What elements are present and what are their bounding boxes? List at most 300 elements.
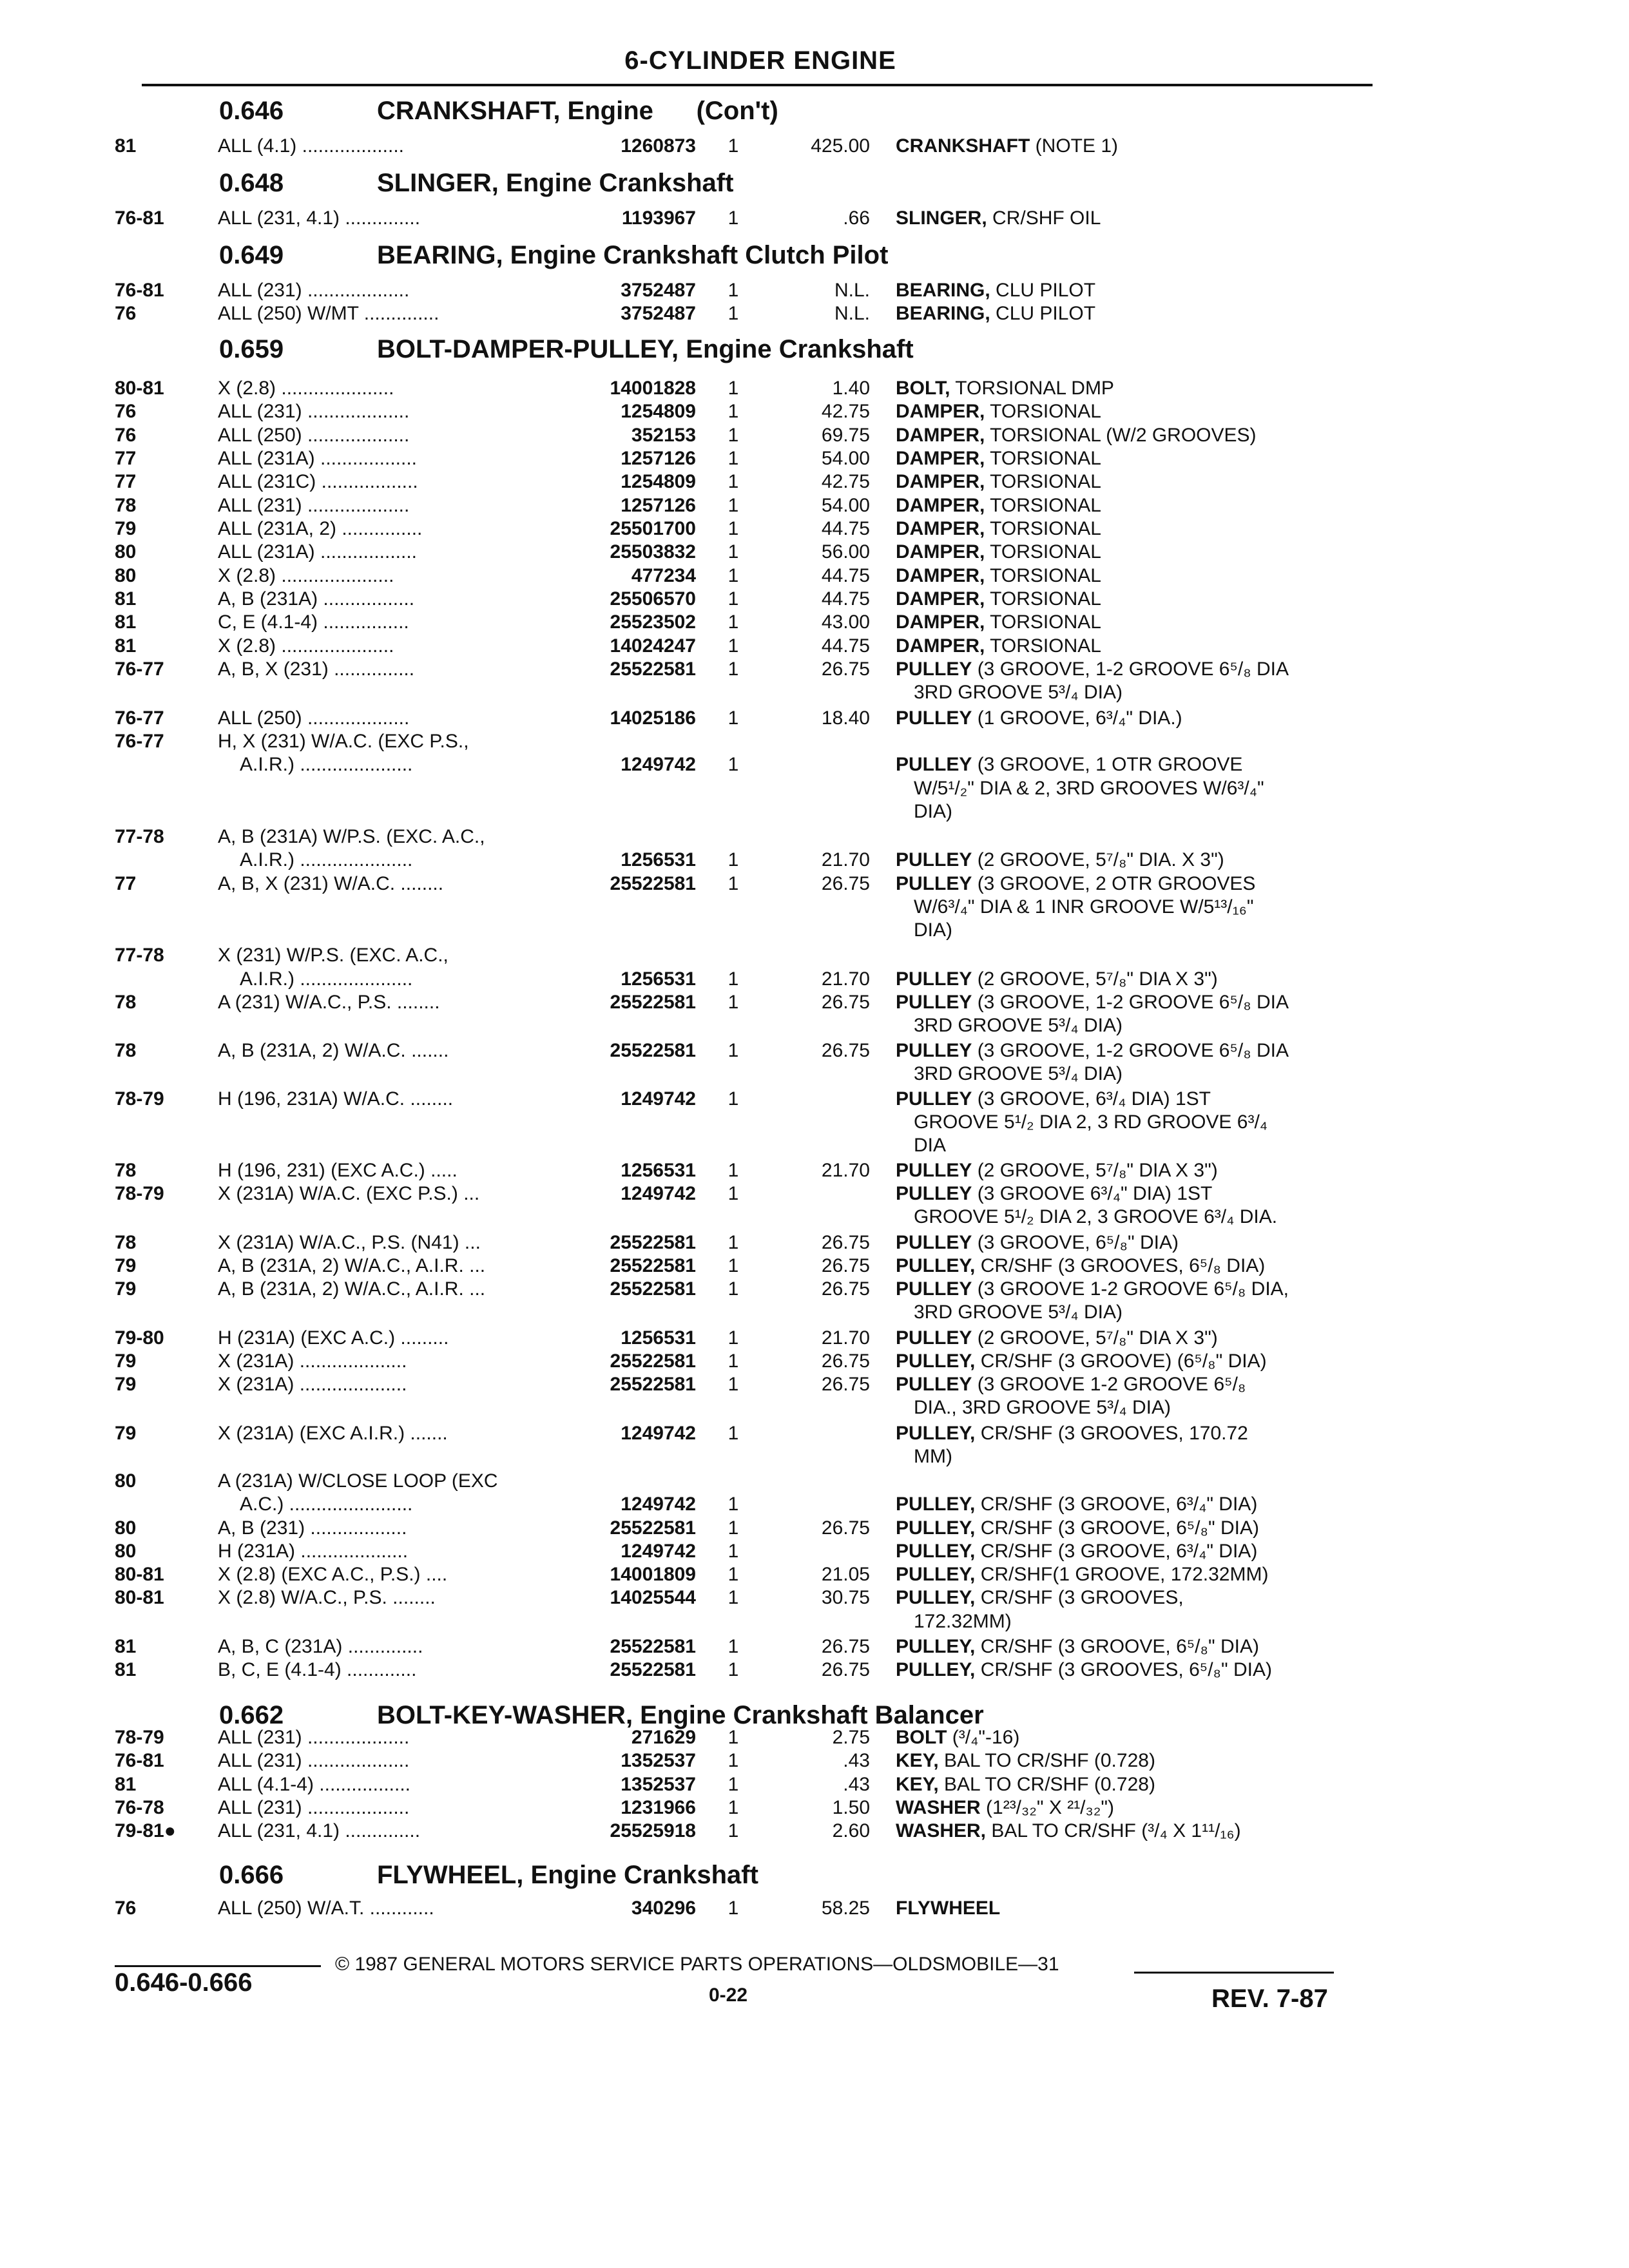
price: .66 (843, 207, 870, 229)
model-years: 78 (115, 1232, 137, 1253)
table-row (0, 611, 1629, 636)
part-number: 25525918 (610, 1820, 696, 1841)
table-row (0, 378, 1629, 402)
part-number: 1256531 (621, 968, 696, 990)
quantity: 1 (728, 1040, 739, 1061)
description: DAMPER, TORSIONAL (896, 401, 1101, 422)
application: A, B (231A, 2) W/A.C., A.I.R. ... (218, 1255, 486, 1276)
model-years: 78-79 (115, 1088, 164, 1110)
table-row (0, 1659, 1629, 1684)
description: DAMPER, TORSIONAL (896, 635, 1101, 657)
part-number: 1249742 (621, 1088, 696, 1110)
price: 26.75 (821, 1659, 870, 1680)
section-title: FLYWHEEL, Engine Crankshaft (377, 1861, 758, 1889)
part-number: 25522581 (610, 1278, 696, 1300)
application: ALL (231) ................... (218, 1727, 410, 1748)
model-years: 76-81 (115, 1750, 164, 1771)
section-title: CRANKSHAFT, Engine (Con't) (377, 97, 778, 125)
application: ALL (250) W/A.T. ............ (218, 1898, 434, 1919)
part-number: 1231966 (621, 1797, 696, 1818)
model-years: 78 (115, 992, 137, 1013)
part-number: 25522581 (610, 1040, 696, 1061)
description: DIA) (914, 919, 952, 941)
application: X (231) W/P.S. (EXC. A.C., (218, 945, 448, 966)
quantity: 1 (728, 849, 739, 870)
table-row (0, 207, 1629, 232)
part-number: 1256531 (621, 1160, 696, 1181)
description: PULLEY, CR/SHF (3 GROOVE) (6⁵/₈" DIA) (896, 1350, 1267, 1372)
table-row (0, 1350, 1629, 1375)
application: B, C, E (4.1-4) ............. (218, 1659, 417, 1680)
price: 56.00 (821, 541, 870, 562)
description: PULLEY, CR/SHF(1 GROOVE, 172.32MM) (896, 1564, 1269, 1585)
table-row (0, 1111, 1629, 1136)
quantity: 1 (728, 968, 739, 990)
part-number: 14024247 (610, 635, 696, 657)
table-row (0, 658, 1629, 683)
table-row (0, 588, 1629, 613)
table-row (0, 992, 1629, 1016)
part-number: 1249742 (621, 1494, 696, 1515)
table-row (0, 303, 1629, 327)
part-number: 271629 (631, 1727, 696, 1748)
table-row (0, 448, 1629, 472)
part-number: 1254809 (621, 401, 696, 422)
application: A (231A) W/CLOSE LOOP (EXC (218, 1470, 498, 1492)
model-years: 80-81 (115, 1564, 164, 1585)
quantity: 1 (728, 1541, 739, 1562)
quantity: 1 (728, 707, 739, 729)
page-title: 6-CYLINDER ENGINE (624, 46, 896, 75)
application: X (2.8) W/A.C., P.S. ........ (218, 1587, 436, 1608)
price: 26.75 (821, 1232, 870, 1253)
price: 26.75 (821, 1040, 870, 1061)
model-years: 77-78 (115, 945, 164, 966)
quantity: 1 (728, 1255, 739, 1276)
part-number: 25522581 (610, 1636, 696, 1657)
table-row (0, 1494, 1629, 1518)
price: 44.75 (821, 565, 870, 586)
description: KEY, BAL TO CR/SHF (0.728) (896, 1774, 1155, 1795)
quantity: 1 (728, 611, 739, 633)
quantity: 1 (728, 588, 739, 610)
application: ALL (250) ................... (218, 707, 410, 729)
description: PULLEY (2 GROOVE, 5⁷/₈" DIA X 3") (896, 968, 1218, 990)
part-number: 14025544 (610, 1587, 696, 1608)
price: 21.70 (821, 1327, 870, 1349)
table-row (0, 896, 1629, 921)
description: BEARING, CLU PILOT (896, 303, 1096, 324)
table-row (0, 401, 1629, 425)
application: H (231A) (EXC A.C.) ......... (218, 1327, 449, 1349)
application: ALL (250) ................... (218, 425, 410, 446)
description: BOLT, TORSIONAL DMP (896, 378, 1114, 399)
quantity: 1 (728, 1160, 739, 1181)
application: ALL (231) ................... (218, 401, 410, 422)
application: A, B (231A, 2) W/A.C. ....... (218, 1040, 449, 1061)
application: ALL (4.1) ................... (218, 135, 404, 157)
description: 172.32MM) (914, 1611, 1012, 1632)
table-row (0, 1088, 1629, 1113)
table-row (0, 280, 1629, 304)
price: 30.75 (821, 1587, 870, 1608)
application: A.C.) ....................... (240, 1494, 413, 1515)
price: 26.75 (821, 1255, 870, 1276)
part-number: 1260873 (621, 135, 696, 157)
description: PULLEY (2 GROOVE, 5⁷/₈" DIA. X 3") (896, 849, 1224, 870)
price: 1.50 (832, 1797, 870, 1818)
application: A (231) W/A.C., P.S. ........ (218, 992, 440, 1013)
table-row (0, 1206, 1629, 1231)
application: ALL (231A) .................. (218, 541, 418, 562)
table-row (0, 1374, 1629, 1398)
application: X (231A) W/A.C., P.S. (N41) ... (218, 1232, 481, 1253)
price: 26.75 (821, 1374, 870, 1395)
model-years: 76-81 (115, 207, 164, 229)
application: H (196, 231) (EXC A.C.) ..... (218, 1160, 458, 1181)
part-number: 25522581 (610, 1232, 696, 1253)
description: DAMPER, TORSIONAL (896, 495, 1101, 516)
description: PULLEY, CR/SHF (3 GROOVE, 6³/₄" DIA) (896, 1494, 1258, 1515)
description: BEARING, CLU PILOT (896, 280, 1096, 301)
part-number: 1352537 (621, 1774, 696, 1795)
application: X (231A) .................... (218, 1374, 407, 1395)
quantity: 1 (728, 378, 739, 399)
quantity: 1 (728, 1350, 739, 1372)
application: A, B (231A, 2) W/A.C., A.I.R. ... (218, 1278, 486, 1300)
part-number: 1249742 (621, 1541, 696, 1562)
description: PULLEY (3 GROOVE, 1-2 GROOVE 6⁵/₈ DIA (896, 1040, 1289, 1061)
model-years: 80 (115, 1541, 137, 1562)
table-row (0, 1397, 1629, 1421)
quantity: 1 (728, 1774, 739, 1795)
quantity: 1 (728, 1797, 739, 1818)
description: DAMPER, TORSIONAL (896, 541, 1101, 562)
price: 43.00 (821, 611, 870, 633)
quantity: 1 (728, 1327, 739, 1349)
footer-rule-left (115, 1965, 321, 1967)
table-row (0, 1278, 1629, 1303)
model-years: 76-77 (115, 707, 164, 729)
application: ALL (231) ................... (218, 495, 410, 516)
price: 42.75 (821, 401, 870, 422)
model-years: 79-80 (115, 1327, 164, 1349)
description: DIA) (914, 801, 952, 822)
price: 26.75 (821, 1636, 870, 1657)
quantity: 1 (728, 1517, 739, 1539)
model-years: 81 (115, 1636, 137, 1657)
price: 26.75 (821, 1350, 870, 1372)
price: 26.75 (821, 1517, 870, 1539)
quantity: 1 (728, 518, 739, 539)
description: GROOVE 5¹/₂ DIA 2, 3 GROOVE 6³/₄ DIA. (914, 1206, 1278, 1227)
price: 54.00 (821, 495, 870, 516)
description: PULLEY (3 GROOVE, 1-2 GROOVE 6⁵/₈ DIA (896, 992, 1289, 1013)
description: DAMPER, TORSIONAL (W/2 GROOVES) (896, 425, 1257, 446)
application: ALL (4.1-4) ................. (218, 1774, 410, 1795)
part-number: 25506570 (610, 588, 696, 610)
application: ALL (231) ................... (218, 280, 410, 301)
table-row (0, 1183, 1629, 1207)
copyright-text: © 1987 GENERAL MOTORS SERVICE PARTS OPERATIONS—OLDSMOBILE—31 (335, 1954, 1059, 1975)
model-years: 78 (115, 1160, 137, 1181)
quantity: 1 (728, 635, 739, 657)
application: X (2.8) ..................... (218, 565, 394, 586)
price: N.L. (834, 280, 870, 301)
table-row (0, 945, 1629, 969)
application: A, B, X (231) W/A.C. ........ (218, 873, 444, 894)
price: 21.70 (821, 968, 870, 990)
quantity: 1 (728, 1494, 739, 1515)
quantity: 1 (728, 658, 739, 680)
table-row (0, 135, 1629, 160)
application: A, B (231A) ................. (218, 588, 415, 610)
description: BOLT (³/₄"-16) (896, 1727, 1020, 1748)
application: A.I.R.) ..................... (240, 849, 413, 870)
part-number: 340296 (631, 1898, 696, 1919)
description: PULLEY (3 GROOVE, 2 OTR GROOVES (896, 873, 1256, 894)
model-years: 81 (115, 611, 137, 633)
part-number: 477234 (631, 565, 696, 586)
quantity: 1 (728, 992, 739, 1013)
model-years: 78 (115, 1040, 137, 1061)
quantity: 1 (728, 495, 739, 516)
table-row (0, 1160, 1629, 1184)
application: X (231A) (EXC A.I.R.) ....... (218, 1423, 448, 1444)
part-number: 1256531 (621, 1327, 696, 1349)
part-number: 1249742 (621, 1183, 696, 1204)
table-row (0, 826, 1629, 850)
table-row (0, 1774, 1629, 1798)
part-number: 14001809 (610, 1564, 696, 1585)
section-number: 0.659 (219, 335, 284, 363)
price: 425.00 (811, 135, 870, 157)
model-years: 76-78 (115, 1797, 164, 1818)
table-row (0, 1541, 1629, 1565)
table-row (0, 968, 1629, 993)
application: A, B (231) .................. (218, 1517, 407, 1539)
model-years: 76-77 (115, 658, 164, 680)
table-row (0, 1517, 1629, 1542)
part-number: 1193967 (621, 207, 696, 229)
model-years: 77 (115, 471, 137, 492)
model-years: 76-77 (115, 731, 164, 752)
part-number: 25522581 (610, 1350, 696, 1372)
part-number: 25523502 (610, 611, 696, 633)
price: N.L. (834, 303, 870, 324)
quantity: 1 (728, 1183, 739, 1204)
description: 3RD GROOVE 5³/₄ DIA) (914, 1063, 1123, 1084)
quantity: 1 (728, 303, 739, 324)
description: PULLEY, CR/SHF (3 GROOVE, 6⁵/₈" DIA) (896, 1636, 1259, 1657)
quantity: 1 (728, 280, 739, 301)
quantity: 1 (728, 207, 739, 229)
model-years: 79-81● (115, 1820, 176, 1841)
quantity: 1 (728, 1727, 739, 1748)
price: .43 (843, 1774, 870, 1795)
application: A.I.R.) ..................... (240, 968, 413, 990)
price: 26.75 (821, 873, 870, 894)
application: C, E (4.1-4) ................ (218, 611, 409, 633)
part-number: 25522581 (610, 873, 696, 894)
application: ALL (231A) .................. (218, 448, 418, 469)
part-number: 25522581 (610, 1255, 696, 1276)
description: DAMPER, TORSIONAL (896, 448, 1101, 469)
model-years: 76-81 (115, 280, 164, 301)
table-row (0, 707, 1629, 732)
part-number: 25522581 (610, 992, 696, 1013)
section-range-code: 0.646-0.666 (115, 1968, 253, 1997)
quantity: 1 (728, 873, 739, 894)
description: DIA., 3RD GROOVE 5³/₄ DIA) (914, 1397, 1171, 1418)
quantity: 1 (728, 1423, 739, 1444)
table-row (0, 1255, 1629, 1280)
description: DAMPER, TORSIONAL (896, 518, 1101, 539)
part-number: 25522581 (610, 658, 696, 680)
description: PULLEY (3 GROOVE, 1-2 GROOVE 6⁵/₈ DIA (896, 658, 1289, 680)
table-row (0, 541, 1629, 566)
table-row (0, 1587, 1629, 1611)
model-years: 79 (115, 1278, 137, 1300)
quantity: 1 (728, 471, 739, 492)
description: PULLEY, CR/SHF (3 GROOVE, 6⁵/₈" DIA) (896, 1517, 1259, 1539)
description: W/5¹/₂" DIA & 2, 3RD GROOVES W/6³/₄" (914, 778, 1264, 799)
model-years: 79 (115, 518, 137, 539)
revision-label: REV. 7-87 (1211, 1984, 1328, 2013)
quantity: 1 (728, 1564, 739, 1585)
application: ALL (231) ................... (218, 1797, 410, 1818)
price: 58.25 (821, 1898, 870, 1919)
quantity: 1 (728, 1636, 739, 1657)
table-row (0, 471, 1629, 495)
part-number: 1254809 (621, 471, 696, 492)
table-row (0, 1636, 1629, 1660)
table-row (0, 754, 1629, 778)
application: ALL (231, 4.1) .............. (218, 1820, 421, 1841)
application: ALL (231, 4.1) .............. (218, 207, 421, 229)
quantity: 1 (728, 1232, 739, 1253)
part-number: 14001828 (610, 378, 696, 399)
description: PULLEY, CR/SHF (3 GROOVES, (896, 1587, 1184, 1608)
table-row (0, 635, 1629, 660)
model-years: 76 (115, 401, 137, 422)
model-years: 80-81 (115, 1587, 164, 1608)
model-years: 81 (115, 588, 137, 610)
model-years: 80 (115, 1470, 137, 1492)
table-row (0, 778, 1629, 802)
table-row (0, 1611, 1629, 1635)
part-number: 1352537 (621, 1750, 696, 1771)
table-row (0, 1797, 1629, 1821)
price: 54.00 (821, 448, 870, 469)
header-rule (142, 84, 1373, 86)
table-row (0, 1446, 1629, 1470)
model-years: 79 (115, 1350, 137, 1372)
quantity: 1 (728, 1659, 739, 1680)
price: 69.75 (821, 425, 870, 446)
application: ALL (231) ................... (218, 1750, 410, 1771)
section-title: BOLT-KEY-WASHER, Engine Crankshaft Balancer (377, 1701, 984, 1729)
quantity: 1 (728, 565, 739, 586)
part-number: 1256531 (621, 849, 696, 870)
description: DIA (914, 1135, 947, 1156)
part-number: 25501700 (610, 518, 696, 539)
table-row (0, 1302, 1629, 1326)
part-number: 25522581 (610, 1517, 696, 1539)
description: PULLEY (3 GROOVE, 1 OTR GROOVE (896, 754, 1243, 775)
quantity: 1 (728, 754, 739, 775)
table-row (0, 801, 1629, 825)
table-row (0, 425, 1629, 449)
table-row (0, 849, 1629, 874)
price: 26.75 (821, 992, 870, 1013)
description: PULLEY (2 GROOVE, 5⁷/₈" DIA X 3") (896, 1327, 1218, 1349)
table-row (0, 1040, 1629, 1064)
description: 3RD GROOVE 5³/₄ DIA) (914, 1015, 1123, 1036)
model-years: 76 (115, 303, 137, 324)
price: 21.05 (821, 1564, 870, 1585)
quantity: 1 (728, 448, 739, 469)
part-number: 14025186 (610, 707, 696, 729)
table-row (0, 1232, 1629, 1256)
price: 42.75 (821, 471, 870, 492)
description: PULLEY (3 GROOVE 1-2 GROOVE 6⁵/₈ DIA, (896, 1278, 1289, 1300)
table-row (0, 1820, 1629, 1845)
table-row (0, 1470, 1629, 1495)
price: 26.75 (821, 1278, 870, 1300)
application: ALL (231A, 2) ............... (218, 518, 423, 539)
table-row (0, 1750, 1629, 1774)
table-row (0, 1135, 1629, 1159)
description: GROOVE 5¹/₂ DIA 2, 3 RD GROOVE 6³/₄ (914, 1111, 1268, 1133)
section-number: 0.646 (219, 97, 284, 125)
table-row (0, 1327, 1629, 1352)
price: 21.70 (821, 849, 870, 870)
description: PULLEY, CR/SHF (3 GROOVE, 6³/₄" DIA) (896, 1541, 1258, 1562)
description: PULLEY (3 GROOVE 1-2 GROOVE 6⁵/₈ (896, 1374, 1246, 1395)
section-number: 0.662 (219, 1701, 284, 1729)
model-years: 79 (115, 1374, 137, 1395)
application: H, X (231) W/A.C. (EXC P.S., (218, 731, 469, 752)
description: PULLEY (3 GROOVE 6³/₄" DIA) 1ST (896, 1183, 1213, 1204)
quantity: 1 (728, 1820, 739, 1841)
price: 44.75 (821, 588, 870, 610)
quantity: 1 (728, 425, 739, 446)
section-title: BEARING, Engine Crankshaft Clutch Pilot (377, 241, 889, 269)
model-years: 79 (115, 1255, 137, 1276)
application: X (231A) .................... (218, 1350, 407, 1372)
description: 3RD GROOVE 5³/₄ DIA) (914, 682, 1123, 703)
table-row (0, 1898, 1629, 1922)
part-number: 1257126 (621, 495, 696, 516)
table-row (0, 1015, 1629, 1039)
description: DAMPER, TORSIONAL (896, 471, 1101, 492)
model-years: 81 (115, 1659, 137, 1680)
description: KEY, BAL TO CR/SHF (0.728) (896, 1750, 1155, 1771)
description: PULLEY, CR/SHF (3 GROOVES, 6⁵/₈ DIA) (896, 1255, 1266, 1276)
part-number: 1249742 (621, 754, 696, 775)
application: X (231A) W/A.C. (EXC P.S.) ... (218, 1183, 480, 1204)
model-years: 80-81 (115, 378, 164, 399)
price: 44.75 (821, 635, 870, 657)
part-number: 1249742 (621, 1423, 696, 1444)
price: 44.75 (821, 518, 870, 539)
part-number: 352153 (631, 425, 696, 446)
table-row (0, 731, 1629, 755)
description: PULLEY (3 GROOVE, 6³/₄ DIA) 1ST (896, 1088, 1211, 1110)
model-years: 80 (115, 541, 137, 562)
description: W/6³/₄" DIA & 1 INR GROOVE W/5¹³/₁₆" (914, 896, 1254, 918)
